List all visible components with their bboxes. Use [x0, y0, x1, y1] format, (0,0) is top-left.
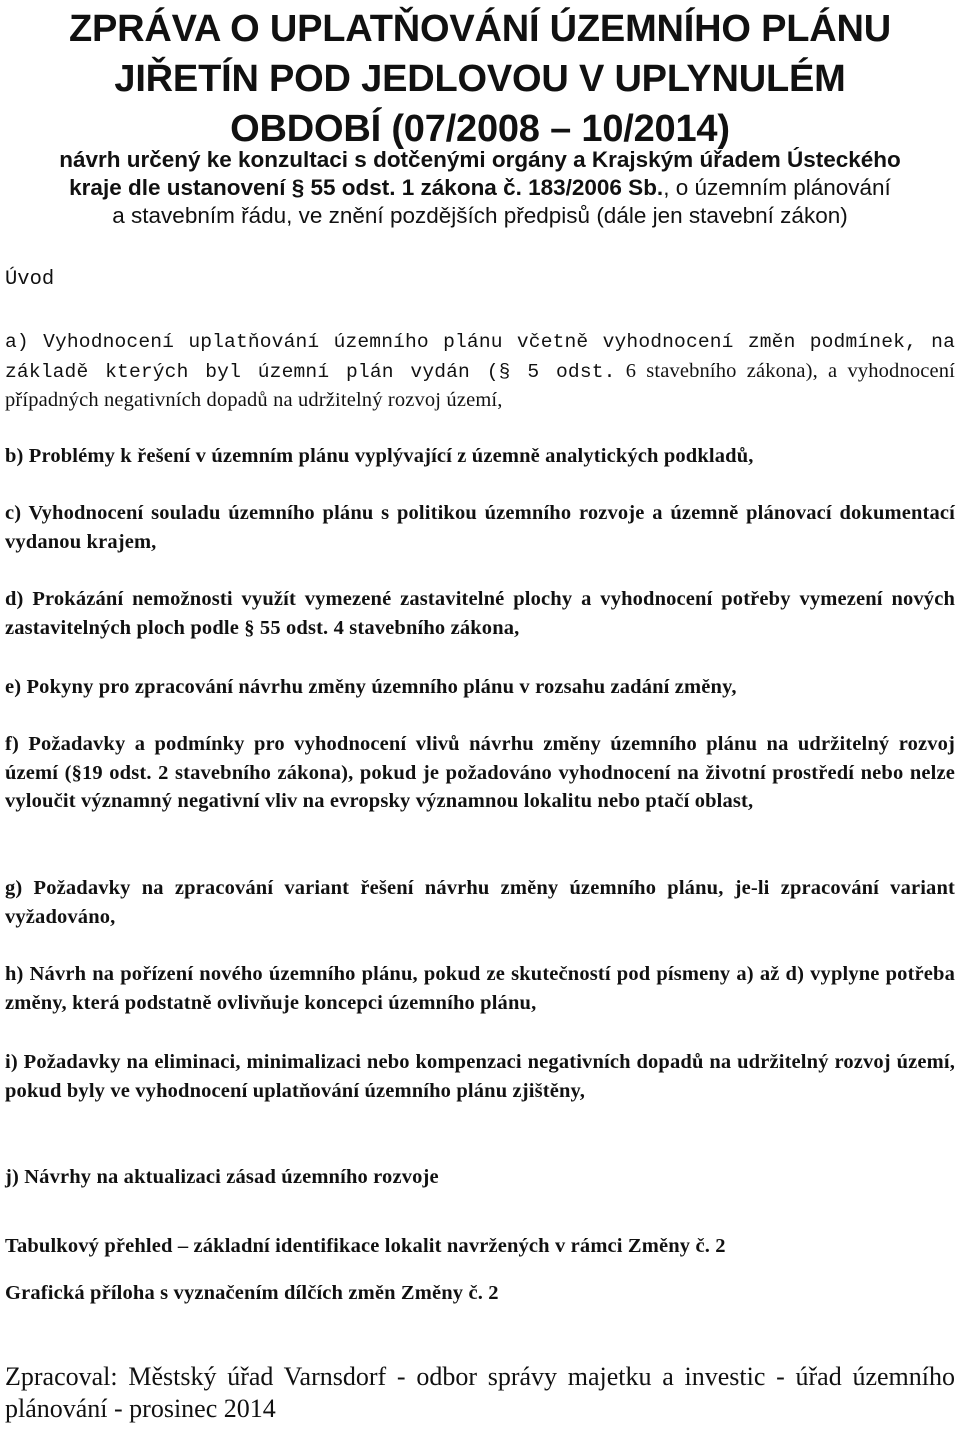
subtitle-line-3: a stavebním řádu, ve znění pozdějších předpisů (dále jen stavební zákon)	[112, 203, 848, 228]
subtitle-line-1: návrh určený ke konzultaci s dotčenými orgány a Krajským úřadem Ústeckého	[59, 147, 901, 172]
section-i: i) Požadavky na eliminaci, minimalizaci nebo kompenzaci negativních dopadů na udržitelný rozvoj území, pokud byly ve vyhodnocení uplatňování územního plánu zjištěny,	[5, 1051, 955, 1102]
section-a-continuation: 6 stavebního zákona), a vyhodnocení případných negativních dopadů na udržitelný rozvoj území,	[5, 359, 955, 411]
appendix-graphic-annex: Grafická příloha s vyznačením dílčích změn Změny č. 2	[5, 1282, 499, 1304]
section-c: c) Vyhodnocení souladu územního plánu s politikou územního rozvoje a územně plánovací dokumentací vydanou krajem,	[5, 502, 955, 553]
subtitle-law-name: , o územním plánování	[663, 175, 891, 200]
title-line-2: JIŘETÍN POD JEDLOVOU V UPLYNULÉM	[114, 58, 846, 100]
section-h: h) Návrh na pořízení nového územního plánu, pokud ze skutečností pod písmeny a) až d) vyplyne potřeba změny, která podstatně ovlivňuje koncepci územního plánu,	[5, 963, 955, 1014]
section-f: f) Požadavky a podmínky pro vyhodnocení vlivů návrhu změny územního plánu na udržitelný rozvoj území (§19 odst. 2 stavebního zákona), pokud je požadováno vyhodnocení na životní prostředí nebo nelze vyloučit významný negativní vliv na evropsky významnou lokalitu nebo ptačí oblast,	[5, 733, 955, 812]
section-a	[5, 327, 955, 415]
title-line-1: ZPRÁVA O UPLATŇOVÁNÍ ÚZEMNÍHO PLÁNU	[69, 8, 891, 50]
section-g: g) Požadavky na zpracování variant řešení návrhu změny územního plánu, je-li zpracování variant vyžadováno,	[5, 877, 955, 928]
intro-heading: Úvod	[5, 268, 55, 291]
subtitle-law-reference: kraje dle ustanovení § 55 odst. 1 zákona č. 183/2006 Sb.	[69, 175, 664, 200]
document-title	[0, 4, 960, 154]
document-subtitle	[0, 146, 960, 230]
section-b: b) Problémy k řešení v územním plánu vyplývající z územně analytických podkladů,	[5, 445, 754, 467]
title-line-3: OBDOBÍ (07/2008 – 10/2014)	[230, 108, 730, 150]
section-j: j) Návrhy na aktualizaci zásad územního rozvoje	[5, 1166, 439, 1188]
section-a-heading: a) Vyhodnocení uplatňování územního plánu včetně vyhodnocení změn podmínek, na základě kterých byl územní plán vydán (§ 5 odst.	[5, 331, 955, 383]
section-d: d) Prokázání nemožnosti využít vymezené zastavitelné plochy a vyhodnocení potřeby vymezení nových zastavitelných ploch podle § 55 odst. 4 stavebního zákona,	[5, 588, 955, 639]
section-e: e) Pokyny pro zpracování návrhu změny územního plánu v rozsahu zadání změny,	[5, 676, 737, 698]
subtitle-line-2	[0, 174, 960, 202]
prepared-by-footer: Zpracoval: Městský úřad Varnsdorf - odbor správy majetku a investic - úřad územního plánování - prosinec 2014	[5, 1362, 955, 1423]
appendix-table-overview: Tabulkový přehled – základní identifikace lokalit navržených v rámci Změny č. 2	[5, 1235, 726, 1257]
